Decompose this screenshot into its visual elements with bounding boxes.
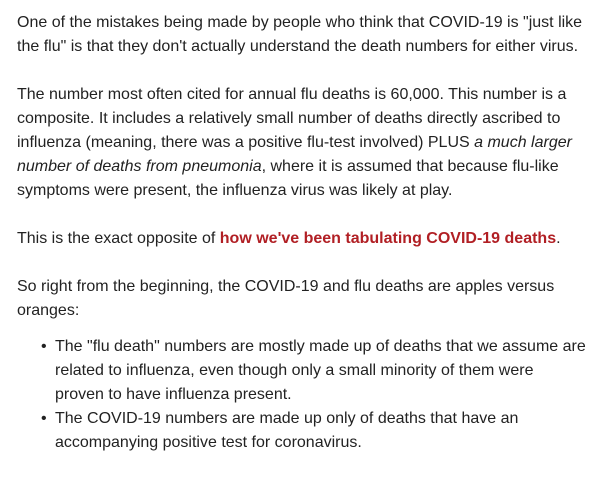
paragraph-flu-deaths-text-a: The number most often cited for annual flu deaths is 60,000. This number is a composite. It includes a relatively small number of deaths directly ascribed to influenza (meaning, there was a positive flu-test involved) PLUS — [17, 86, 567, 151]
list-item-text: The COVID-19 numbers are made up only of deaths that have an accompanying positive test for coronavirus. — [55, 410, 519, 451]
covid-tabulation-link[interactable]: how we've been tabulating COVID-19 deaths — [219, 230, 557, 247]
paragraph-apples-oranges: So right from the beginning, the COVID-19 and flu deaths are apples versus oranges: — [17, 278, 555, 319]
pneumonia-emphasis: a much larger number of deaths from pneumonia — [17, 134, 572, 175]
paragraph-flu-deaths — [17, 83, 586, 203]
bullet-icon: • — [41, 338, 47, 355]
list-item — [41, 335, 586, 407]
paragraph-intro: One of the mistakes being made by people who think that COVID-19 is "just like the flu" is that they don't actually understand the death numbers for either virus. — [17, 14, 583, 55]
list-item — [41, 407, 586, 455]
paragraph-opposite-text-b: . — [556, 230, 561, 247]
bullet-icon: • — [41, 410, 47, 427]
comparison-list — [17, 335, 586, 455]
list-item-text: The "flu death" numbers are mostly made up of deaths that we assume are related to influenza, even though only a small minority of them were proven to have influenza present. — [55, 338, 586, 403]
paragraph-opposite-text-a: This is the exact opposite of — [17, 230, 220, 247]
paragraph-flu-deaths-text-b: , where it is assumed that because flu-like symptoms were present, the influenza virus was likely at play. — [17, 158, 559, 199]
paragraph-opposite — [17, 227, 586, 251]
